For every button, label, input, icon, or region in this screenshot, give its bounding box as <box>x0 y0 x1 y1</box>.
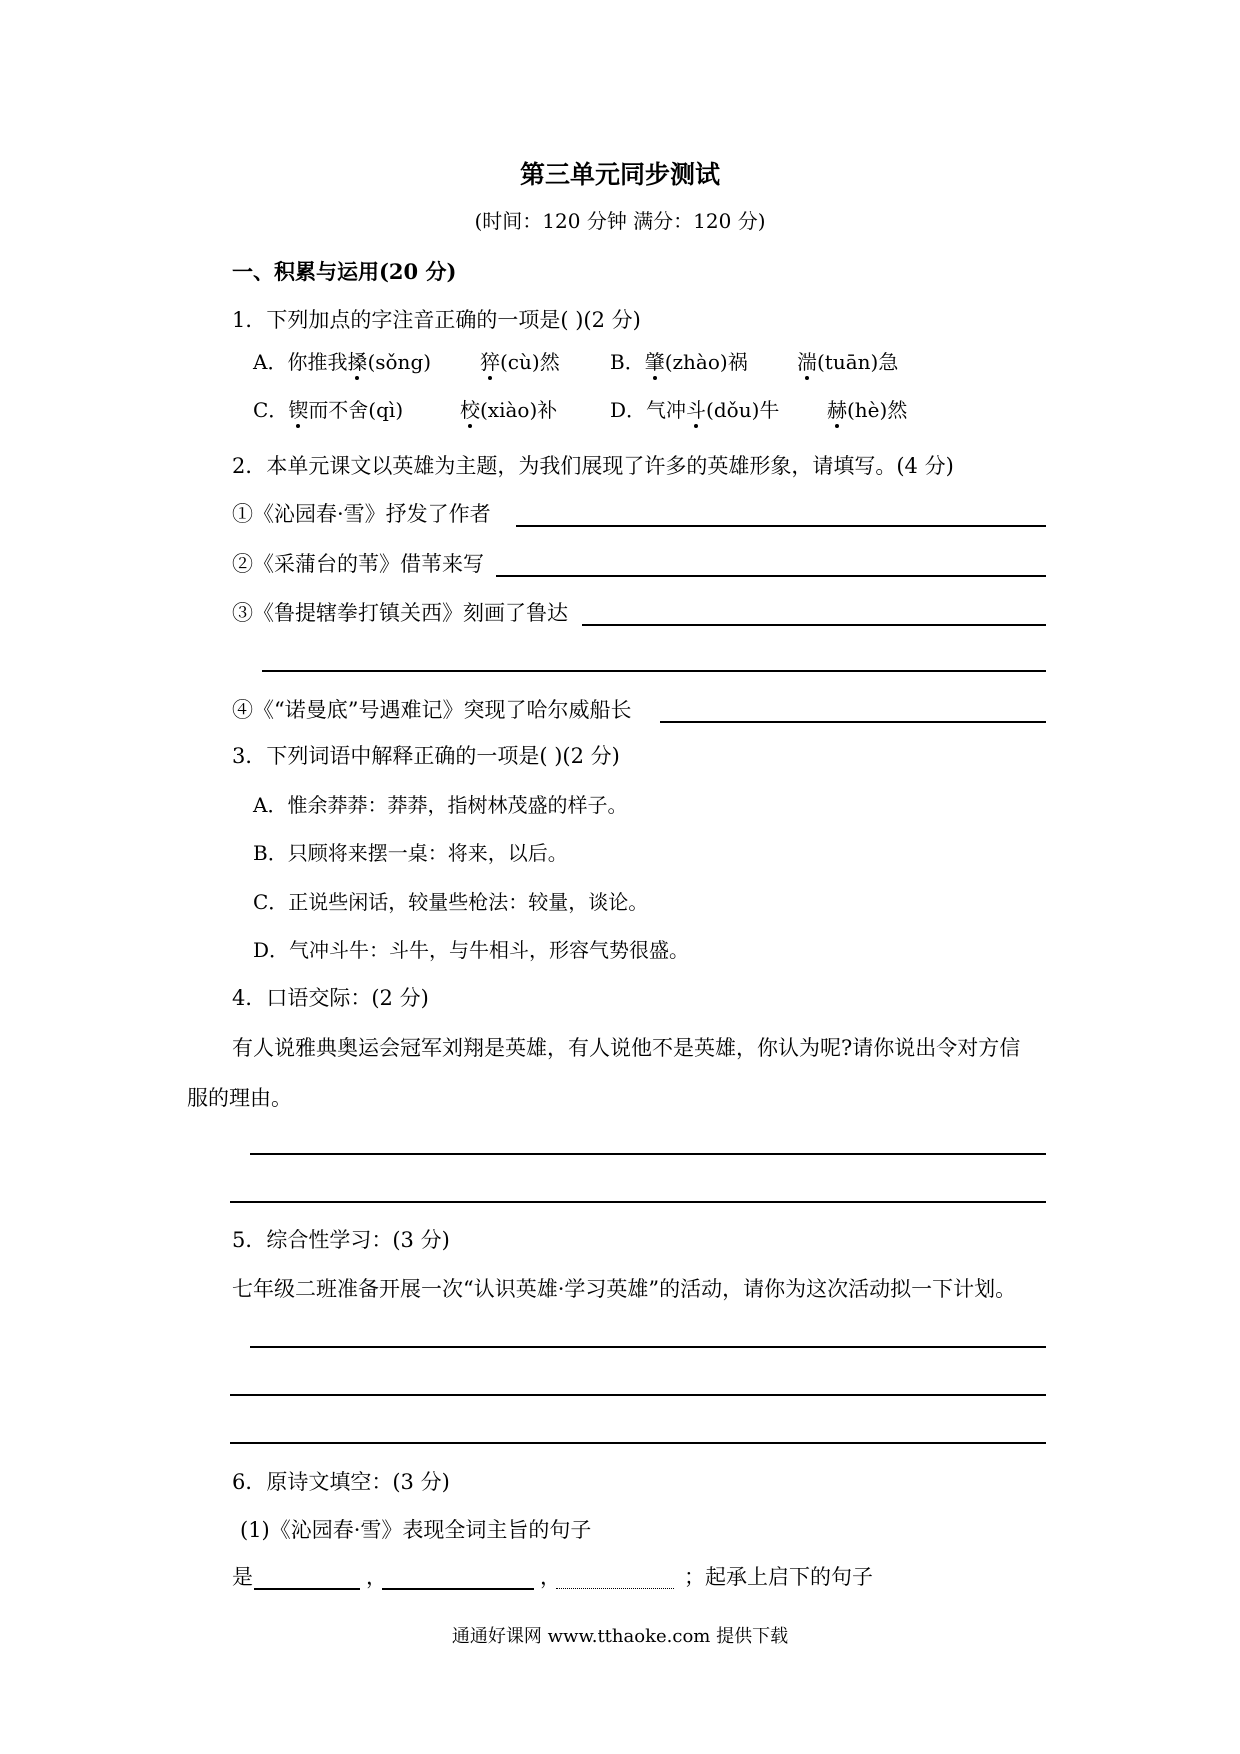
q1-c-text: C． <box>253 398 289 422</box>
q1-option-d2 <box>827 400 907 420</box>
q1-option-d <box>610 400 779 420</box>
q1-a-pinyin: (sǒng) <box>367 350 432 374</box>
q1-option-c <box>253 400 403 420</box>
q1-b-text: B． <box>610 350 645 374</box>
exam-meta: (时间：120 分钟 满分：120 分) <box>474 209 766 233</box>
q1-d2-emphasis: 赫 <box>827 398 847 422</box>
q4-body-line-2: 服的理由。 <box>187 1086 292 1110</box>
q2-answer-line-1[interactable] <box>516 525 1046 527</box>
q1-a-text: A．你推我 <box>253 350 348 374</box>
q6-blank-3[interactable] <box>556 1588 674 1589</box>
q2-answer-line-3[interactable] <box>582 624 1046 626</box>
q6-sub1: (1)《沁园春·雪》表现全词主旨的句子 <box>240 1518 592 1542</box>
q1-option-b2 <box>797 352 898 372</box>
q2-item-3: ③《鲁提辖拳打镇关西》刻画了鲁达 <box>232 601 568 625</box>
q2-item-2: ②《采蒲台的苇》借苇来写 <box>232 552 484 576</box>
q4-stem: 4．口语交际：(2 分) <box>232 986 429 1010</box>
q1-option-b <box>610 352 748 372</box>
q6-blank-1[interactable] <box>254 1588 360 1590</box>
q1-d-pinyin: (dǒu)牛 <box>706 398 780 422</box>
q2-answer-line-2[interactable] <box>496 575 1046 577</box>
q6-blank-2[interactable] <box>382 1588 534 1590</box>
q1-a-emphasis: 搡 <box>347 350 368 374</box>
q1-c-emphasis: 锲 <box>288 398 309 422</box>
q1-b2-pinyin: (tuān)急 <box>817 350 899 374</box>
q1-c2-pinyin: (xiào)补 <box>480 398 558 422</box>
q1-a2-pinyin: (cù)然 <box>500 350 560 374</box>
q1-option-a <box>253 352 431 372</box>
q5-answer-line-2[interactable] <box>230 1394 1046 1396</box>
q2-item-4: ④《“诺曼底”号遇难记》突现了哈尔威船长 <box>232 698 632 722</box>
q3-option-d: D．气冲斗牛：斗牛，与牛相斗，形容气势很盛。 <box>253 938 690 962</box>
q6-tail: ；起承上启下的句子 <box>684 1565 873 1589</box>
q1-d-text: D．气冲 <box>610 398 687 422</box>
q4-answer-line-1[interactable] <box>250 1153 1046 1155</box>
section-heading: 一、积累与运用(20 分) <box>232 259 457 284</box>
q2-answer-line-3b[interactable] <box>262 670 1046 672</box>
page-title: 第三单元同步测试 <box>519 160 720 189</box>
q4-body-line-1: 有人说雅典奥运会冠军刘翔是英雄，有人说他不是英雄，你认为呢?请你说出令对方信 <box>232 1036 1021 1060</box>
q2-stem: 2．本单元课文以英雄为主题，为我们展现了许多的英雄形象，请填写。(4 分) <box>232 454 954 478</box>
q1-c2-emphasis: 校 <box>460 398 480 422</box>
q1-option-a2 <box>480 352 560 372</box>
page-footer: 通通好课网 www.tthaoke.com 提供下载 <box>451 1626 789 1647</box>
q5-answer-line-1[interactable] <box>250 1346 1046 1348</box>
q2-answer-line-4[interactable] <box>660 721 1046 723</box>
q1-b-pinyin: (zhào)祸 <box>664 350 748 374</box>
q6-comma-2: ， <box>540 1565 561 1589</box>
q1-b-emphasis: 肇 <box>644 350 665 374</box>
q1-stem: 1．下列加点的字注音正确的一项是( )(2 分) <box>232 308 641 332</box>
q3-option-a: A．惟余莽莽：莽莽，指树林茂盛的样子。 <box>253 793 628 817</box>
q6-comma-1: ， <box>366 1565 387 1589</box>
q1-a2-emphasis: 猝 <box>480 350 500 374</box>
q1-option-c2 <box>460 400 557 420</box>
q3-option-c: C．正说些闲话，较量些枪法：较量，谈论。 <box>253 890 649 914</box>
q6-shi: 是 <box>232 1565 253 1589</box>
q5-stem: 5．综合性学习：(3 分) <box>232 1228 450 1252</box>
q4-answer-line-2[interactable] <box>230 1201 1046 1203</box>
q3-option-b: B．只顾将来摆一桌：将来，以后。 <box>253 841 568 865</box>
q2-item-1: ①《沁园春·雪》抒发了作者 <box>232 502 491 526</box>
q5-answer-line-3[interactable] <box>230 1442 1046 1444</box>
q3-stem: 3．下列词语中解释正确的一项是( )(2 分) <box>232 744 620 768</box>
q6-stem: 6．原诗文填空：(3 分) <box>232 1470 450 1494</box>
q1-d2-pinyin: (hè)然 <box>847 398 908 422</box>
q1-c-pinyin: 而不舍(qì) <box>308 398 404 422</box>
q5-body: 七年级二班准备开展一次“认识英雄·学习英雄”的活动，请你为这次活动拟一下计划。 <box>232 1277 1017 1301</box>
q1-b2-emphasis: 湍 <box>797 350 817 374</box>
q1-d-emphasis: 斗 <box>686 398 707 422</box>
